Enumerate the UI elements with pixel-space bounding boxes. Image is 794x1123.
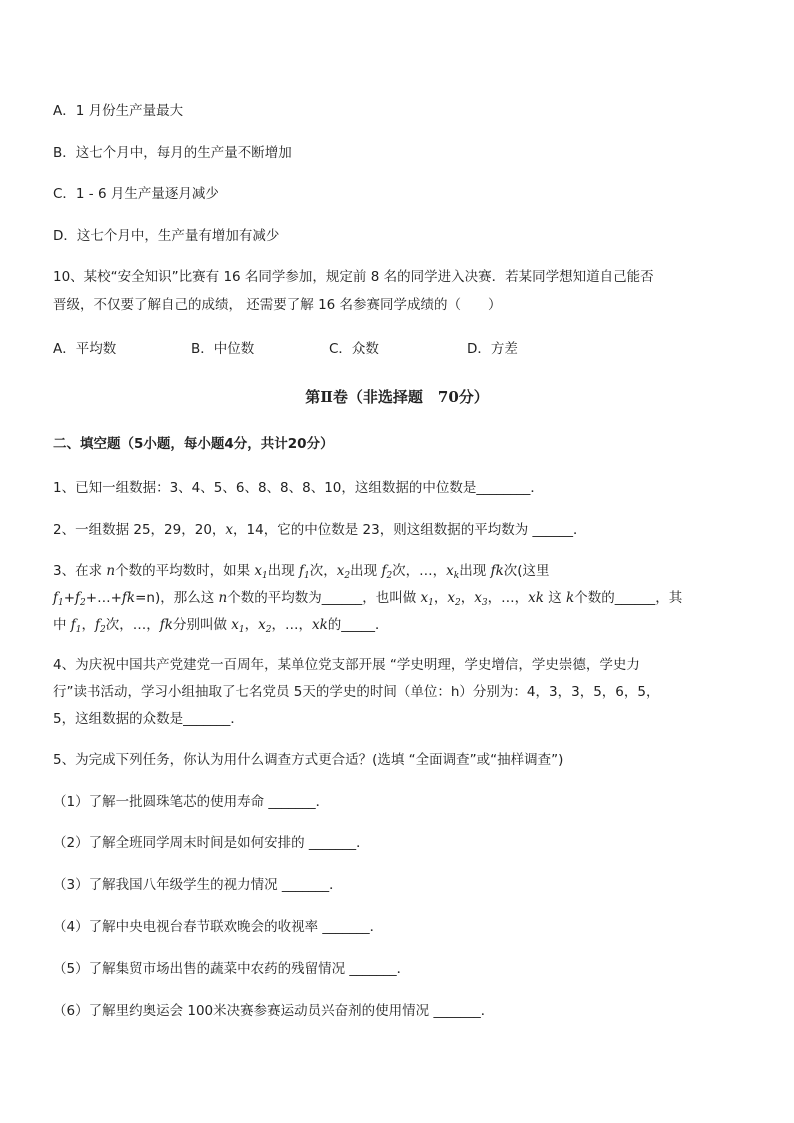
var-f: f (121, 590, 127, 606)
sub: 2 (386, 571, 393, 581)
sub: k (453, 571, 460, 581)
fill2-suffix: ，14，它的中位数是 23，则这组数据的平均数为 ______． (233, 522, 587, 538)
q10-option-a: A．平均数 (53, 341, 117, 357)
fill-question-4-line3: 5，这组数据的众数是_______． (53, 711, 244, 727)
fill-question-2 (53, 521, 587, 539)
fill-question-5-stem: 5、为完成下列任务，你认为用什么调查方式更合适？(选填 “全面调查”或“抽样调查”) (53, 752, 564, 768)
t: =n)，那么这 (135, 590, 219, 606)
var-f: f (95, 617, 101, 633)
sub: 2 (80, 598, 86, 608)
sub: 1 (262, 571, 268, 581)
fill-question-3-line2 (53, 589, 682, 612)
var-k: k (319, 617, 328, 633)
sub: 1 (238, 625, 245, 635)
var-f: f (299, 563, 305, 579)
var-k: k (164, 617, 173, 633)
t: ， (460, 590, 475, 606)
sub: 1 (304, 571, 310, 581)
question-10-line1: 10、某校“安全知识”比赛有 16 名同学参加，规定前 8 名的同学进入决赛．若某同学想知道自己能否 (53, 269, 654, 285)
fill-question-3-line3 (53, 616, 389, 639)
var-f: f (53, 590, 58, 606)
t: 个数的平均数为______，也叫做 (227, 590, 421, 606)
t: 个数的平均数时，如果 (115, 563, 255, 579)
sub: 2 (344, 571, 351, 581)
fill-question-5-item-1: （1）了解一批圆珠笔芯的使用寿命 _______． (53, 794, 330, 810)
option-a: A．1 月份生产量最大 (53, 103, 184, 119)
fill-question-5-item-2: （2）了解全班同学周末时间是如何安排的 _______． (53, 835, 370, 851)
var-n: n (106, 563, 116, 579)
var-x: x (258, 617, 266, 633)
t: + (63, 590, 76, 606)
fill2-x: x (225, 522, 234, 538)
var-x: x (446, 563, 454, 579)
fill-question-4-line1: 4、为庆祝中国共产党建党一百周年，某单位党支部开展 “学史明理，学史增信，学史崇德，学史力 (53, 657, 640, 673)
t: 出现 (350, 563, 382, 579)
q10-option-d: D．方差 (467, 341, 518, 357)
var-x: x (420, 590, 429, 606)
t: 个数的______，其 (574, 590, 683, 606)
sub: 2 (265, 625, 272, 635)
t: 次，…， (392, 563, 447, 579)
t: ， (244, 617, 259, 633)
option-b: B．这七个月中，每月的生产量不断增加 (53, 145, 292, 161)
var-x: x (231, 617, 239, 633)
var-k: k (495, 563, 504, 579)
var-f: f (75, 590, 81, 606)
t: 次，…， (105, 617, 160, 633)
var-x: x (447, 590, 456, 606)
fill-question-5-item-5: （5）了解集贸市场出售的蔬菜中农药的残留情况 _______． (53, 961, 411, 977)
var-n: n (218, 590, 228, 606)
var-k: k (535, 590, 544, 606)
fill-question-5-item-4: （4）了解中央电视台春节联欢晚会的收视率 _______． (53, 919, 384, 935)
part2-title: 第Ⅱ卷（非选择题 70分） (305, 388, 489, 406)
q10-option-c: C．众数 (329, 341, 379, 357)
var-k: k (566, 590, 575, 606)
fill-question-5-item-6: （6）了解里约奥运会 100米决赛参赛运动员兴奋剂的使用情况 _______． (53, 1003, 495, 1019)
sub: 1 (58, 598, 64, 608)
var-x: x (254, 563, 263, 579)
fill-question-4-line2: 行”读书活动，学习小组抽取了七名党员 5天的学史的时间（单位：h）分别为：4，3，3，5，6，5， (53, 684, 660, 700)
question-10-line2: 晋级，不仅要了解自己的成绩， 还需要了解 16 名参赛同学成绩的（ ） (53, 297, 502, 313)
t: 分别叫做 (172, 617, 232, 633)
var-x: x (474, 590, 482, 606)
t: 出现 (459, 563, 491, 579)
fill-question-3-line1 (53, 562, 550, 585)
sub: 3 (481, 598, 488, 608)
option-c: C．1 - 6 月生产量逐月减少 (53, 186, 219, 202)
section-2-title: 二、填空题（5小题，每小题4分，共计20分） (53, 436, 334, 452)
t: 出现 (267, 563, 300, 579)
t: 这 (543, 590, 567, 606)
fill2-prefix: 2、一组数据 25，29，20， (53, 522, 226, 538)
var-f: f (381, 563, 387, 579)
var-x: x (311, 617, 320, 633)
fill-question-1: 1、已知一组数据：3、4、5、6、8、8、8、10，这组数据的中位数是________． (53, 480, 544, 496)
option-d: D．这七个月中，生产量有增加有减少 (53, 228, 280, 244)
t: 3、在求 (53, 563, 107, 579)
var-f: f (70, 617, 76, 633)
var-x: x (528, 590, 536, 606)
t: ，…， (271, 617, 312, 633)
var-x: x (336, 563, 345, 579)
sub: 1 (75, 625, 82, 635)
q10-option-b: B．中位数 (191, 341, 255, 357)
fill-question-5-item-3: （3）了解我国八年级学生的视力情况 _______． (53, 877, 343, 893)
t: 中 (53, 617, 71, 633)
sub: 1 (428, 598, 434, 608)
sub: 2 (455, 598, 461, 608)
sub: 2 (100, 625, 106, 635)
t: ， (81, 617, 96, 633)
t: ，…， (487, 590, 529, 606)
var-f: f (490, 563, 496, 579)
var-f: f (159, 617, 165, 633)
t: ， (433, 590, 448, 606)
t: 次(这里 (503, 563, 550, 579)
t: 次， (309, 563, 337, 579)
t: +…+ (85, 590, 122, 606)
var-k: k (126, 590, 136, 606)
t: 的_____． (327, 617, 389, 633)
